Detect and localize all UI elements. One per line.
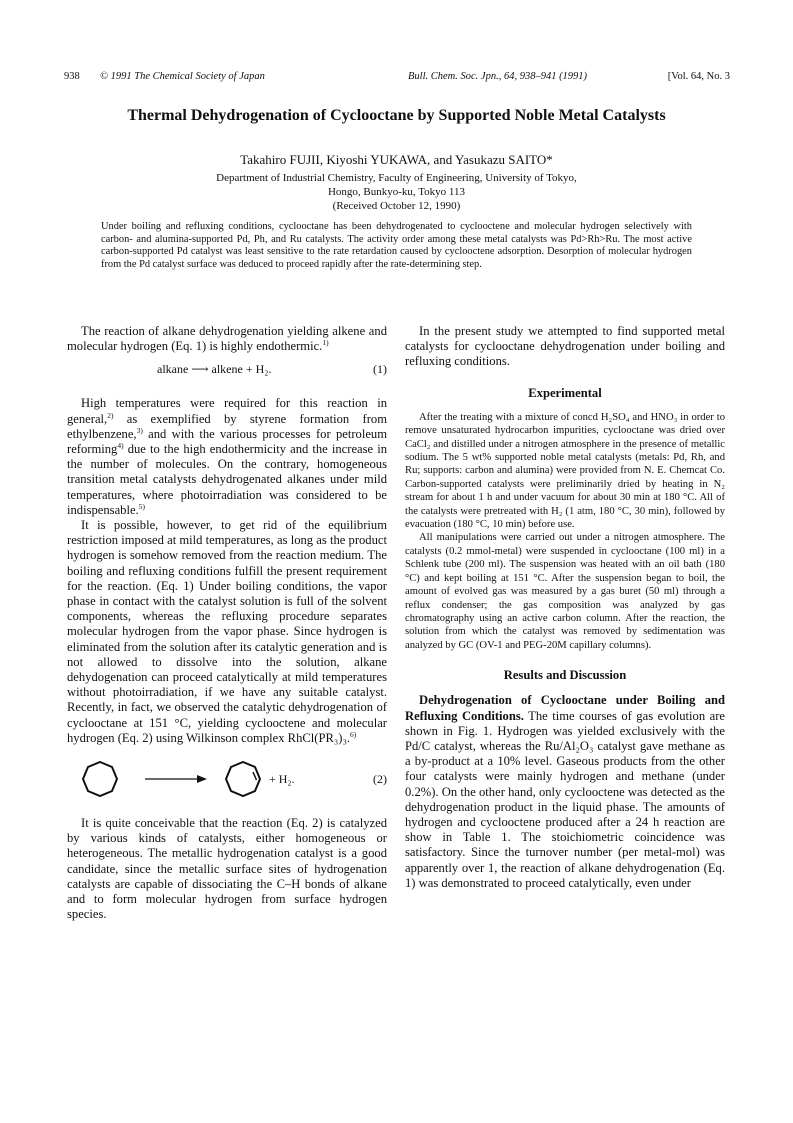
affiliation-line: Department of Industrial Chemistry, Faculty of Engineering, University of Tokyo, (216, 172, 577, 184)
affiliation (60, 171, 733, 213)
reference-marker: 6) (350, 729, 357, 739)
results-text: The time courses of gas evolution are shown in Fig. 1. Hydrogen was yielded exclusively with the Pd/C catalyst, whereas the Ru/Al₂O₃ catalyst gave methane as a by-product at a 10% level. Gaseous products from the other four catalysts were mainly hydrogen and methane (under 0.2%). On the other hand, only cyclooctene was detected as the dehydrogenation product in the liquid phase. The amounts of hydrogen and cyclooctene produced after a 24 h reaction are show in Table 1. The stoichiometric coincidence was satisfactory. Since the turnover number (per metal-mol) was apparently over 1, the reaction of alkane dehydrogenation (Eq. 1) was demonstrated to proceed catalytically, even under (405, 708, 725, 890)
body-text: It is possible, however, to get rid of the equilibrium restriction imposed at mild temperatures, as long as the product hydrogen is somehow removed from the reaction medium. The boiling and refluxing conditions fulfill the present requirement for the reaction. (Eq. 1) Under boiling conditions, the vapor phase in contact with the catalyst solution is full of the solvent components, whereas the refluxing procedure separates molecular hydrogen from the vapor phase. Since hydrogen is eliminated from the solution after its catalytic generation and is not allowed to dissolve into the solution, alkane dehydogenation can proceed catalytically at mild temperatures without photoirradiation, if we have any suitable catalyst. Recently, in fact, we observed the catalytic dehydrogenation of cyclooctane at 151 °C, yielding cyclooctene and molecular hydrogen (Eq. 2) using Wilkinson complex RhCl(PR₃)₃. (67, 518, 387, 745)
reference-marker: 3) (136, 425, 143, 435)
reaction-arrowhead (197, 775, 207, 783)
body-text: as exemplified by styrene formation from ethylbenzene, (67, 411, 387, 441)
cyclooctene-ring (226, 762, 260, 796)
body-text: and with the various processes for petroleum reforming (67, 426, 387, 457)
section-heading-experimental: Experimental (528, 385, 602, 400)
body-paragraph: It is quite conceivable that the reaction (Eq. 2) is catalyzed by various kinds of catalysts, either homogeneous or heterogeneous. The metallic hydrogenation catalyst is a good candidate, since the metallic surface sites of hydrogenation catalysts are capable of dissociating the C–H bonds of alkane and to form molecular hydrogen from surface hydrogen species. (67, 816, 387, 922)
body-paragraph (67, 396, 387, 518)
section-heading-results: Results and Discussion (503, 668, 627, 683)
received-date: (Received October 12, 1990) (332, 200, 461, 212)
equation-2 (67, 754, 387, 806)
experimental-paragraph: All manipulations were carried out under a nitrogen atmosphere. The catalysts (0.2 mmol-metal) were suspended in cyclooctane (100 ml) in a Schlenk tube (200 ml). The suspension was heated with an oil bath (180 °C) and kept boiling at 151 °C. After the suspension began to boil, the amount of evolved gas was measured by a gas buret (50 ml) through a reflux condenser; the gas composition was analyzed by gas chromatography using an active carbon column. After the reaction, the solution from which the catalyst was removed by sedimentation was analyzed by GC (OV-1 and PEG-20M capillary columns). (405, 532, 725, 651)
equation-1-number: (1) (373, 362, 387, 377)
results-paragraph (405, 693, 725, 891)
abstract: Under boiling and refluxing conditions, cyclooctane has been dehydrogenated to cyclooctene and molecular hydrogen selectively with carbon- and alumina-supported Pd, Ph, and Ru catalysts. The activity order among these metal catalysts was Pd>Rh>Ru. The most active carbon-supported Pd catalyst was least sensitive to the rate retardation caused by cyclooctene adsorption. Desorption of molecular hydrogen from the Pd catalyst surface was deduced to proceed rapidly after the rate-determining step. (101, 221, 692, 270)
equation-1 (67, 358, 387, 382)
right-column (405, 324, 725, 891)
body-paragraph (67, 518, 387, 746)
page-number: 938 (64, 71, 80, 82)
reference-marker: 4) (117, 440, 124, 450)
body-text: due to the high endothermicity and the increase in the number of molecules. On the contrary, homogeneous transition metal catalysts dehydrogenated alkanes under mild temperatures, where photoirradiation was considered to be indispensable. (67, 442, 387, 517)
journal-citation: Bull. Chem. Soc. Jpn., 64, 938–941 (1991) (408, 71, 588, 82)
running-header (64, 71, 730, 87)
cyclooctene-double-bond (253, 772, 257, 780)
hydrogen-product: + H₂. (269, 772, 295, 787)
intro-text: The reaction of alkane dehydrogenation yielding alkene and molecular hydrogen (Eq. 1) is highly endothermic. (67, 324, 387, 354)
equation-1-body: alkane ⟶ alkene + H₂. (157, 362, 272, 377)
intro-paragraph (67, 324, 387, 354)
affiliation-address: Hongo, Bunkyo-ku, Tokyo 113 (327, 186, 466, 198)
body-paragraph: In the present study we attempted to find supported metal catalysts for cyclooctane dehydrogenation under boiling and refluxing conditions. (405, 324, 725, 369)
equation-2-number: (2) (373, 772, 387, 787)
cyclooctane-ring (83, 762, 117, 796)
reference-marker: 2) (107, 410, 114, 420)
article-title: Thermal Dehydrogenation of Cyclooctane by Supported Noble Metal Catalysts (127, 107, 666, 124)
reference-marker: 5) (138, 501, 145, 511)
author-list: Takahiro FUJII, Kiyoshi YUKAWA, and Yasukazu SAITO* (240, 152, 553, 167)
experimental-paragraph: After the treating with a mixture of concd H₂SO₄ and HNO₃ in order to remove unsaturated hydrocarbon impurities, cyclooctane was dried over CaCl₂ and distilled under a nitrogen atmosphere in the presence of metallic sodium. The 5 wt% supported noble metal catalysts (metals: Pd, Rh, and Ru; supports: carbon and alumina) were provided from N. E. Chemcat Co. Carbon-supported catalysts were preliminarily dried by heating in N₂ stream for about 1 h and under vacuum for about 30 min at 180 °C. All of the catalysts were pretreated with H₂ (1 atm, 180 °C, 30 min), followed by evacuation (180 °C, 10 min) before use. (405, 411, 725, 531)
volume-issue: [Vol. 64, No. 3 (667, 71, 730, 82)
reference-marker: 1) (322, 338, 329, 348)
body-text: High temperatures were required for this reaction in general, (67, 396, 387, 426)
copyright-notice: © 1991 The Chemical Society of Japan (100, 71, 265, 82)
left-column (67, 324, 387, 923)
subsection-heading: Dehydrogenation of Cyclooctane under Boiling and Refluxing Conditions. (405, 693, 725, 723)
